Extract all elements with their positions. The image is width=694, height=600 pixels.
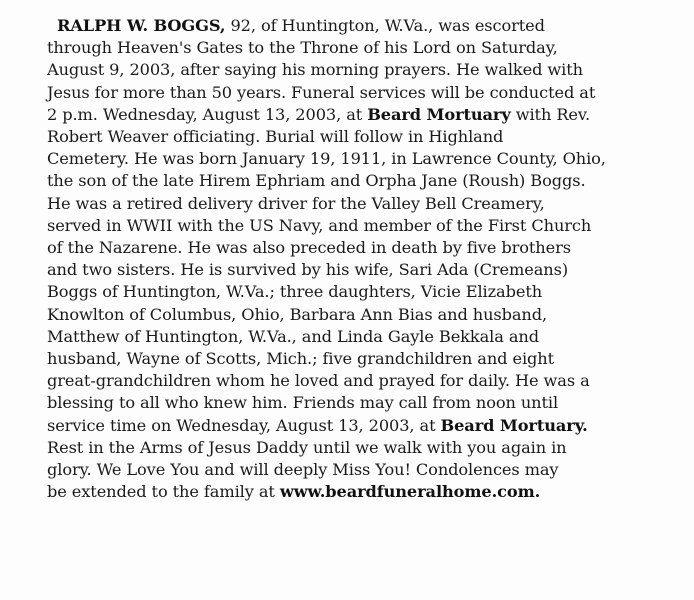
obit-line: be extended to the family at www.beardfuneralhome.com. [47, 482, 541, 502]
obit-line: blessing to all who knew him. Friends may call from noon until [47, 393, 559, 413]
obit-line: of the Nazarene. He was also preceded in death by five brothers [47, 238, 571, 258]
obit-line: Rest in the Arms of Jesus Daddy until we walk with you again in [47, 437, 567, 457]
obit-line: RALPH W. BOGGS, 92, of Huntington, W.Va., was escorted [57, 16, 545, 35]
obit-line: Knowlton of Columbus, Ohio, Barbara Ann Bias and husband, [47, 304, 548, 324]
obit-line: Cemetery. He was born January 19, 1911, in Lawrence County, Ohio, [47, 149, 606, 169]
obit-line: through Heaven's Gates to the Throne of his Lord on Saturday, [47, 38, 558, 58]
obit-line: husband, Wayne of Scotts, Mich.; five grandchildren and eight [47, 349, 555, 369]
mortuary-name: Beard Mortuary. [440, 415, 588, 435]
obit-line: great-grandchildren whom he loved and prayed for daily. He was a [47, 371, 590, 391]
funeral-home-url[interactable]: www.beardfuneralhome.com. [279, 482, 541, 502]
obit-line: Boggs of Huntington, W.Va.; three daughters, Vicie Elizabeth [47, 282, 543, 302]
obit-line: and two sisters. He is survived by his wife, Sari Ada (Cremeans) [47, 260, 569, 280]
obit-line: Matthew of Huntington, W.Va., and Linda Gayle Bekkala and [47, 326, 539, 346]
mortuary-name: Beard Mortuary [367, 104, 511, 124]
obit-line: Jesus for more than 50 years. Funeral services will be conducted at [47, 82, 596, 102]
obit-line: glory. We Love You and will deeply Miss You! Condolences may [47, 460, 559, 480]
obit-line: August 9, 2003, after saying his morning prayers. He walked with [47, 60, 583, 80]
obit-line: He was a retired delivery driver for the Valley Bell Creamery, [47, 193, 545, 213]
obituary-text [47, 15, 687, 503]
obit-line: service time on Wednesday, August 13, 2003, at Beard Mortuary. [47, 415, 588, 435]
deceased-name: RALPH W. BOGGS, [57, 16, 226, 35]
obit-line: the son of the late Hirem Ephriam and Orpha Jane (Roush) Boggs. [47, 171, 586, 191]
obit-line: Robert Weaver officiating. Burial will follow in Highland [47, 127, 504, 147]
obit-line: served in WWII with the US Navy, and member of the First Church [47, 215, 592, 235]
obit-line: 2 p.m. Wednesday, August 13, 2003, at Beard Mortuary with Rev. [47, 104, 591, 124]
